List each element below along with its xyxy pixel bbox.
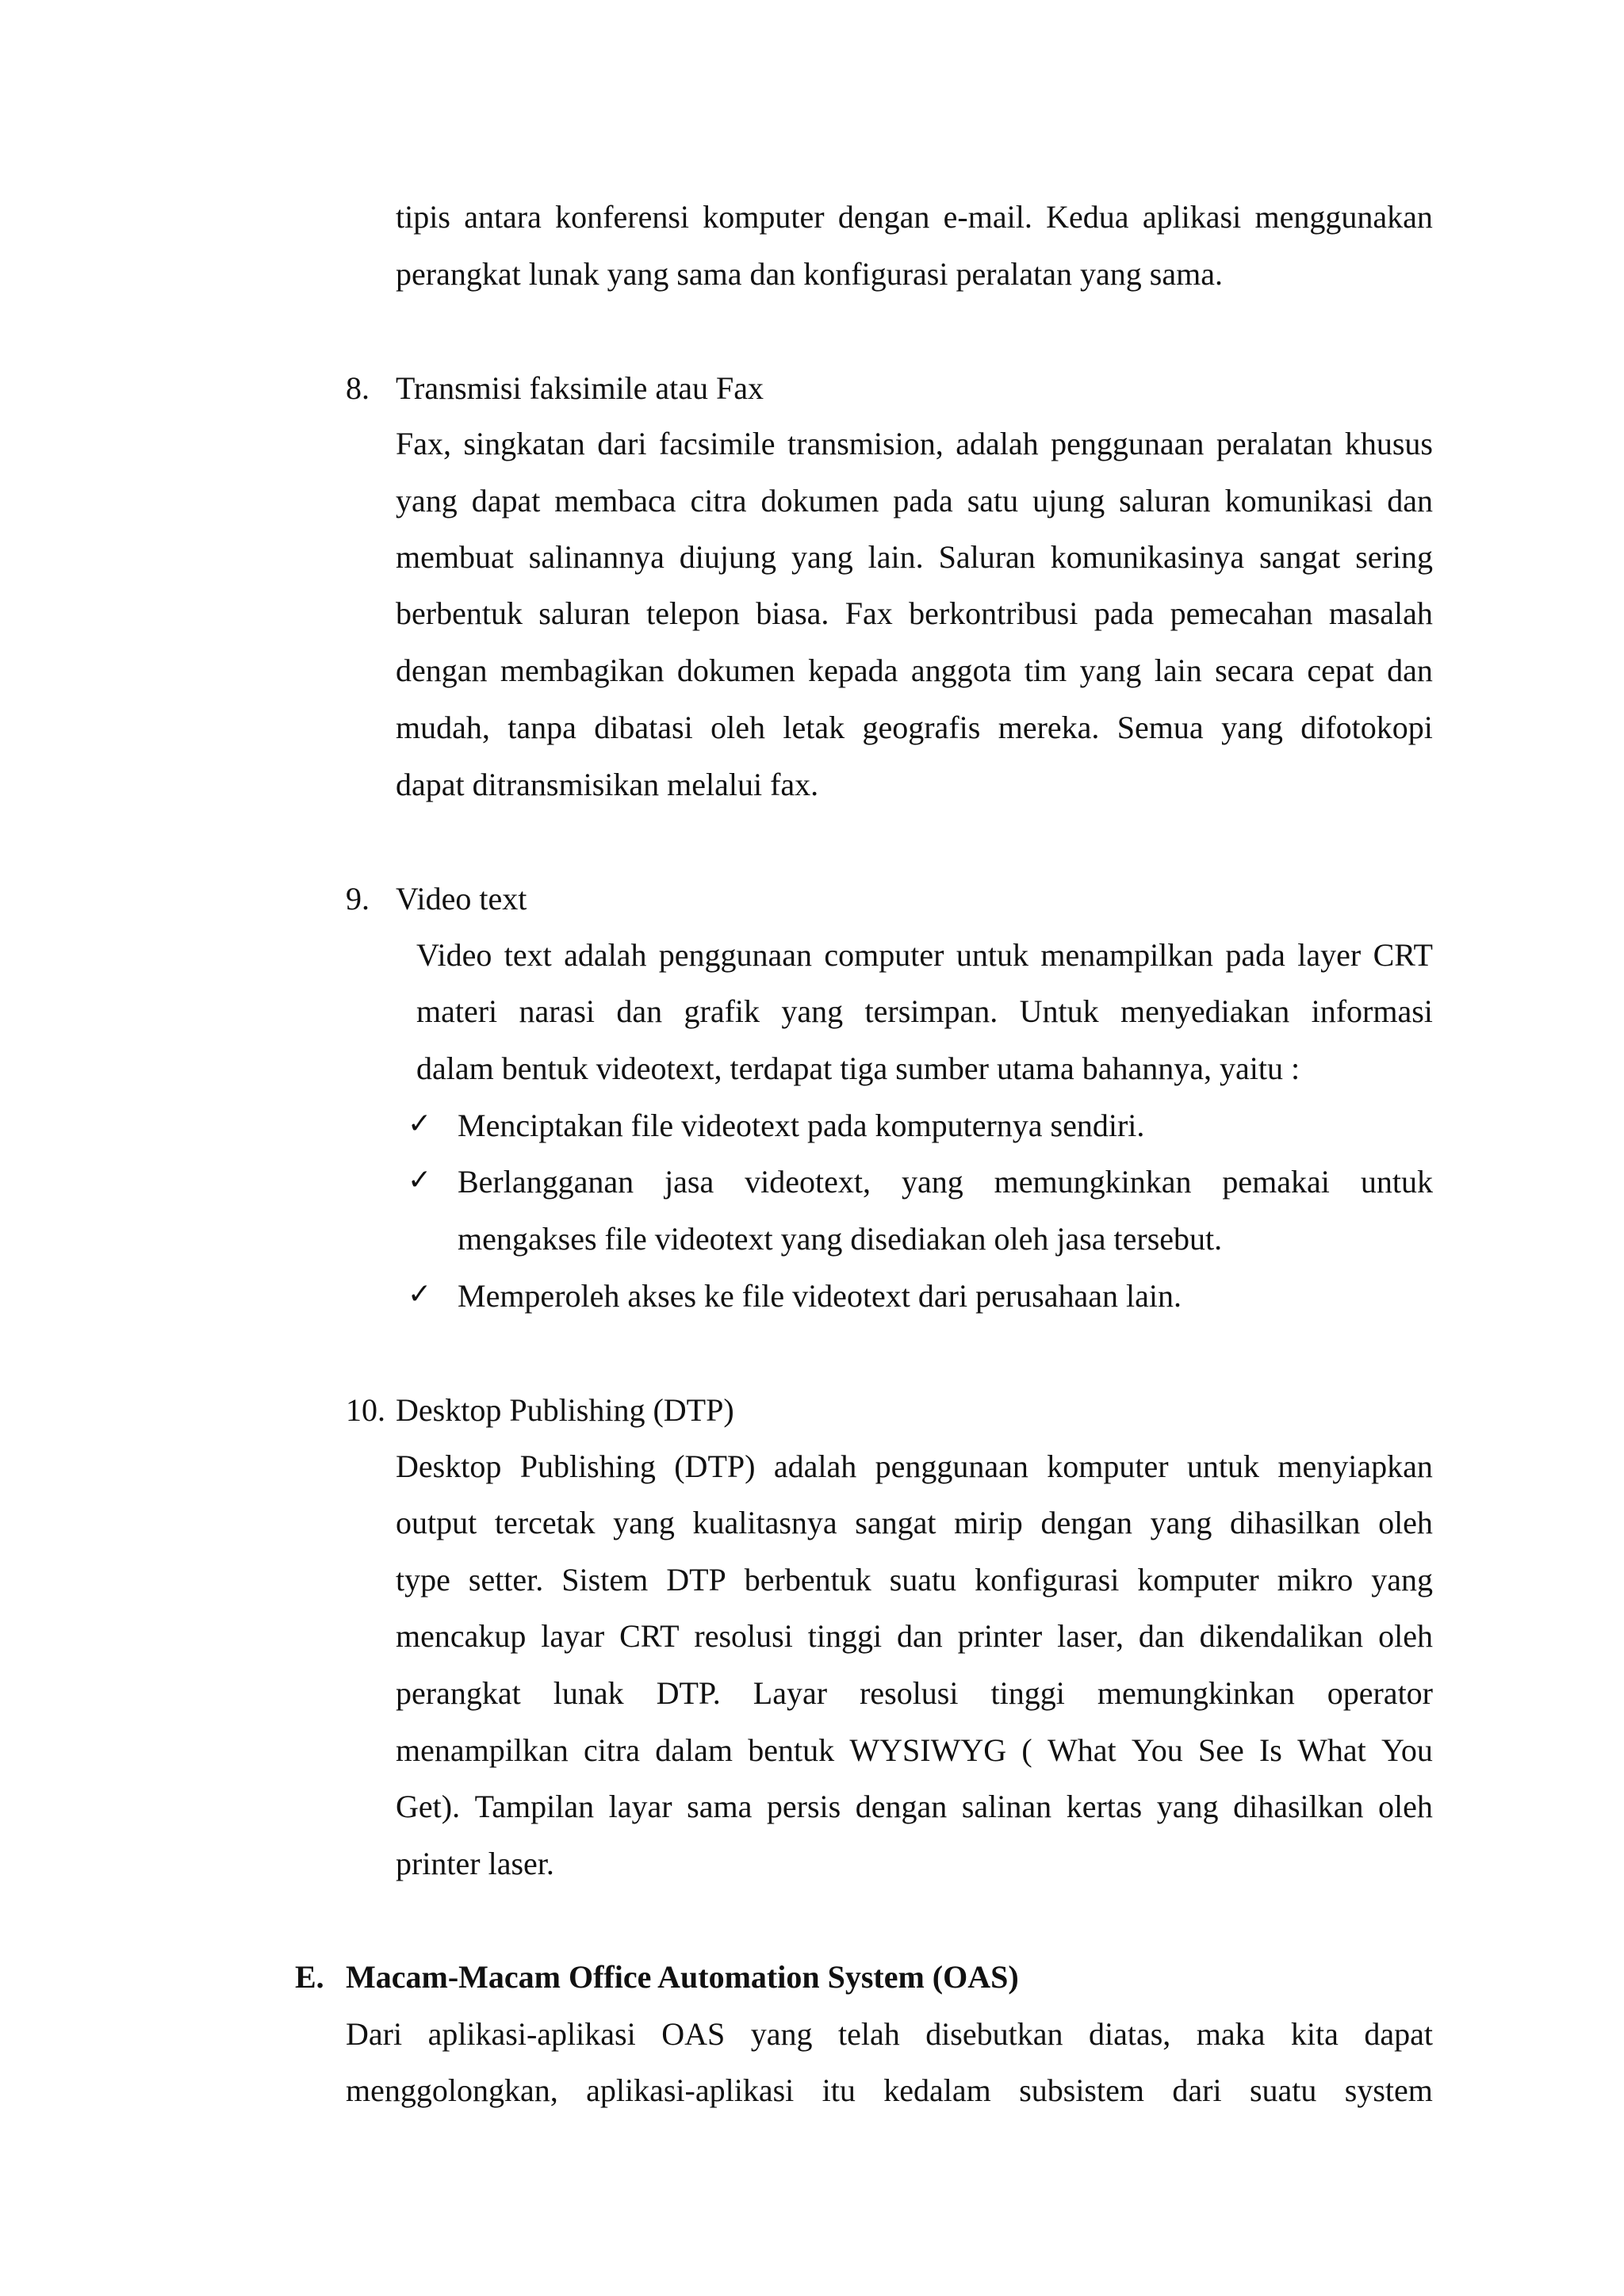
item-8-line-3 (396, 541, 1433, 573)
word: dihasilkan (1233, 1789, 1364, 1824)
check-icon: ✓ (408, 1164, 432, 1196)
word: peralatan (1216, 426, 1333, 461)
word: system (1344, 2072, 1433, 2108)
item-10-line-3 (396, 1564, 1433, 1596)
word: dengan (837, 199, 930, 235)
word: pada (1225, 937, 1285, 973)
word: satu (967, 483, 1019, 519)
item-10-number: 10. (346, 1392, 385, 1428)
word: dikendalikan (1199, 1618, 1364, 1654)
word: Layar (753, 1675, 828, 1711)
word: antara (464, 199, 542, 235)
word: See (1197, 1732, 1244, 1768)
word: oleh (1378, 1505, 1433, 1540)
word: telah (837, 2016, 900, 2052)
word: oleh (1378, 1618, 1433, 1654)
word: tim (1024, 652, 1067, 688)
word: konferensi (555, 199, 689, 235)
word: geografis (862, 710, 981, 745)
word: lain (1154, 652, 1202, 688)
word: CRT (1373, 937, 1433, 973)
word: materi (416, 993, 498, 1029)
word: penggunaan (1051, 426, 1205, 461)
word: sangat (1259, 539, 1341, 575)
word: jasa (665, 1164, 714, 1200)
section-e-letter: E. (295, 1959, 324, 1995)
item-10-title: Desktop Publishing (DTP) (396, 1392, 734, 1428)
word: berkontribusi (909, 595, 1078, 631)
word: yang (1221, 710, 1283, 745)
word: yang (1156, 1789, 1219, 1824)
item-10-line-2 (396, 1507, 1433, 1539)
word: Is (1258, 1732, 1282, 1768)
item-9-line-1 (416, 939, 1433, 971)
word: secara (1215, 652, 1295, 688)
word: Fax, (396, 426, 451, 461)
word: dihasilkan (1230, 1505, 1361, 1540)
word: cepat (1307, 652, 1374, 688)
word: kualitasnya (692, 1505, 837, 1540)
word: yang (791, 539, 853, 575)
item-10-line-6 (396, 1732, 1433, 1768)
word: yang (1079, 652, 1142, 688)
word: ujung (1032, 483, 1105, 519)
word: facsimile (658, 426, 776, 461)
word: dan (1387, 652, 1433, 688)
word: yang (1150, 1505, 1212, 1540)
word: output (396, 1505, 477, 1540)
word: Dari (346, 2016, 403, 2052)
word: What (1297, 1732, 1366, 1768)
word: sering (1355, 539, 1433, 575)
item-10-line-5 (396, 1675, 1433, 1711)
word: OAS (661, 2016, 726, 2052)
word: oleh (1378, 1789, 1433, 1824)
word: dokumen (760, 483, 879, 519)
word: itu (822, 2072, 856, 2108)
item-9-title: Video text (396, 881, 527, 916)
word: memungkinkan (1097, 1675, 1295, 1711)
check-icon: ✓ (408, 1278, 432, 1311)
intro-line-1 (396, 201, 1433, 233)
word: layar (541, 1618, 605, 1654)
section-e-line-1 (346, 2016, 1433, 2052)
word: untuk (1186, 1448, 1260, 1484)
intro-line-2: perangkat lunak yang sama dan konfigurasi peralatan yang sama. (396, 256, 1223, 292)
word: adalah (956, 426, 1039, 461)
word: komputer (1047, 1448, 1169, 1484)
word: yang (781, 993, 844, 1029)
word: menggolongkan, (346, 2072, 558, 2108)
word: Get). (396, 1789, 461, 1824)
word: lunak (553, 1675, 624, 1711)
item-10-line-8: printer laser. (396, 1846, 554, 1881)
word: membagikan (500, 652, 665, 688)
word: dan (1387, 483, 1433, 519)
check-icon: ✓ (408, 1108, 432, 1140)
word: kita (1290, 2016, 1339, 2052)
word: bentuk (748, 1732, 835, 1768)
word: WYSIWYG (849, 1732, 1007, 1768)
word: khusus (1344, 426, 1433, 461)
word: adalah (564, 937, 647, 973)
word: biasa. (756, 595, 829, 631)
section-e-line-2 (346, 2072, 1433, 2108)
word: singkatan (463, 426, 585, 461)
word: resolusi (694, 1618, 793, 1654)
word: Saluran (938, 539, 1036, 575)
word: Fax (845, 595, 893, 631)
word: Sistem (561, 1562, 649, 1598)
word: grafik (684, 993, 760, 1029)
word: menampilkan (1040, 937, 1214, 973)
item-8-line-7: dapat ditransmisikan melalui fax. (396, 767, 819, 802)
word: ( (1021, 1732, 1032, 1768)
word: DTP. (656, 1675, 721, 1711)
word: membaca (554, 483, 676, 519)
item-10-line-1 (396, 1448, 1433, 1484)
word: yang (901, 1164, 963, 1200)
word: resolusi (860, 1675, 959, 1711)
item-9-line-2 (416, 993, 1433, 1029)
bullet-2-continuation: mengakses file videotext yang disediakan oleh jasa tersebut. (458, 1221, 1223, 1257)
word: dibatasi (594, 710, 693, 745)
word: penggunaan (875, 1448, 1028, 1484)
item-8-line-6 (396, 712, 1433, 744)
word: komunikasinya (1050, 539, 1245, 575)
word: saluran (1119, 483, 1211, 519)
word: difotokopi (1300, 710, 1433, 745)
item-8-title: Transmisi faksimile atau Fax (396, 370, 764, 406)
word: e-mail. (943, 199, 1032, 235)
bullet-1: Menciptakan file videotext pada komputernya sendiri. (458, 1108, 1145, 1143)
word: salinannya (528, 539, 665, 575)
word: dengan (855, 1789, 948, 1824)
word: type (396, 1562, 450, 1598)
word: kepada (808, 652, 898, 688)
word: disebutkan (925, 2016, 1063, 2052)
word: saluran (538, 595, 630, 631)
word: menggunakan (1254, 199, 1433, 235)
word: narasi (519, 993, 596, 1029)
word: Berlangganan (458, 1164, 634, 1200)
word: yang (1371, 1562, 1433, 1598)
word: memungkinkan (994, 1164, 1192, 1200)
word: dengan (1040, 1505, 1132, 1540)
word: membuat (396, 539, 514, 575)
word: persis (766, 1789, 841, 1824)
word: lain. (868, 539, 924, 575)
word: sama (687, 1789, 753, 1824)
word: yang (613, 1505, 675, 1540)
word: pemakai (1222, 1164, 1330, 1200)
word: pemecahan (1170, 595, 1313, 631)
word: videotext, (745, 1164, 871, 1200)
word: komputer (703, 199, 825, 235)
word: printer (957, 1618, 1043, 1654)
bullet-3: Memperoleh akses ke file videotext dari perusahaan lain. (458, 1278, 1182, 1314)
word: mirip (954, 1505, 1023, 1540)
word: sangat (855, 1505, 936, 1540)
word: Publishing (519, 1448, 656, 1484)
word: text (504, 937, 552, 973)
word: informasi (1311, 993, 1433, 1029)
word: Untuk (1019, 993, 1099, 1029)
word: perangkat (396, 1675, 521, 1711)
word: konfigurasi (975, 1562, 1120, 1598)
word: menampilkan (396, 1732, 569, 1768)
word: menyiapkan (1277, 1448, 1433, 1484)
word: setter. (468, 1562, 544, 1598)
word: DTP (666, 1562, 726, 1598)
word: suatu (889, 1562, 957, 1598)
word: You (1131, 1732, 1183, 1768)
word: You (1381, 1732, 1433, 1768)
word: Tampilan (474, 1789, 595, 1824)
word: berbentuk (396, 595, 523, 631)
word: citra (583, 1732, 641, 1768)
word: yang (396, 483, 458, 519)
word: mikro (1277, 1562, 1354, 1598)
word: berbentuk (744, 1562, 871, 1598)
word: adalah (773, 1448, 857, 1484)
word: mudah, (396, 710, 490, 745)
section-e-heading: Macam-Macam Office Automation System (OAS) (346, 1959, 1019, 1995)
word: What (1047, 1732, 1116, 1768)
word: citra (690, 483, 747, 519)
word: subsistem (1019, 2072, 1144, 2108)
item-8-line-1 (396, 428, 1433, 460)
item-8-line-2 (396, 485, 1433, 517)
word: anggota (910, 652, 1012, 688)
word: yang (750, 2016, 813, 2052)
word: tinggi (807, 1618, 883, 1654)
word: oleh (710, 710, 765, 745)
word: pada (893, 483, 953, 519)
word: masalah (1328, 595, 1433, 631)
word: layer (1297, 937, 1362, 973)
word: tinggi (990, 1675, 1065, 1711)
word: aplikasi (1142, 199, 1242, 235)
word: dapat (471, 483, 541, 519)
word: dan (1138, 1618, 1185, 1654)
word: letak (783, 710, 845, 745)
word: tanpa (508, 710, 576, 745)
word: Desktop (396, 1448, 502, 1484)
word: dari (1172, 2072, 1222, 2108)
word: penggunaan (658, 937, 813, 973)
item-9-number: 9. (346, 881, 370, 916)
word: dan (616, 993, 663, 1029)
word: komputer (1137, 1562, 1259, 1598)
word: Video (416, 937, 492, 973)
word: maka (1196, 2016, 1266, 2052)
item-8-number: 8. (346, 370, 370, 406)
word: transmision, (787, 426, 944, 461)
word: Semua (1116, 710, 1204, 745)
item-8-line-4 (396, 595, 1433, 631)
item-10-line-4 (396, 1618, 1433, 1654)
word: telepon (646, 595, 740, 631)
word: kedalam (883, 2072, 991, 2108)
word: dapat (1364, 2016, 1433, 2052)
word: kertas (1066, 1789, 1143, 1824)
item-10-line-7 (396, 1791, 1433, 1823)
word: operator (1327, 1675, 1433, 1711)
word: dari (597, 426, 647, 461)
word: untuk (956, 937, 1028, 973)
word: tercetak (494, 1505, 596, 1540)
bullet-2 (458, 1166, 1433, 1198)
word: layar (608, 1789, 672, 1824)
word: laser, (1057, 1618, 1124, 1654)
word: untuk (1360, 1164, 1433, 1200)
word: dengan (396, 652, 488, 688)
word: aplikasi-aplikasi (586, 2072, 795, 2108)
word: diujung (679, 539, 777, 575)
item-8-line-5 (396, 652, 1433, 688)
word: salinan (961, 1789, 1052, 1824)
word: dan (896, 1618, 943, 1654)
word: pada (1094, 595, 1155, 631)
word: menyediakan (1120, 993, 1290, 1029)
word: diatas, (1088, 2016, 1171, 2052)
word: computer (824, 937, 944, 973)
word: dokumen (676, 652, 795, 688)
word: tersimpan. (864, 993, 998, 1029)
word: mencakup (396, 1618, 527, 1654)
word: (DTP) (674, 1448, 756, 1484)
word: CRT (619, 1618, 680, 1654)
word: aplikasi-aplikasi (427, 2016, 636, 2052)
item-9-line-3: dalam bentuk videotext, terdapat tiga sumber utama bahannya, yaitu : (416, 1050, 1300, 1086)
word: tipis (396, 199, 450, 235)
word: suatu (1249, 2072, 1317, 2108)
word: dalam (655, 1732, 733, 1768)
word: Kedua (1046, 199, 1129, 235)
word: komunikasi (1224, 483, 1373, 519)
word: mereka. (998, 710, 1100, 745)
